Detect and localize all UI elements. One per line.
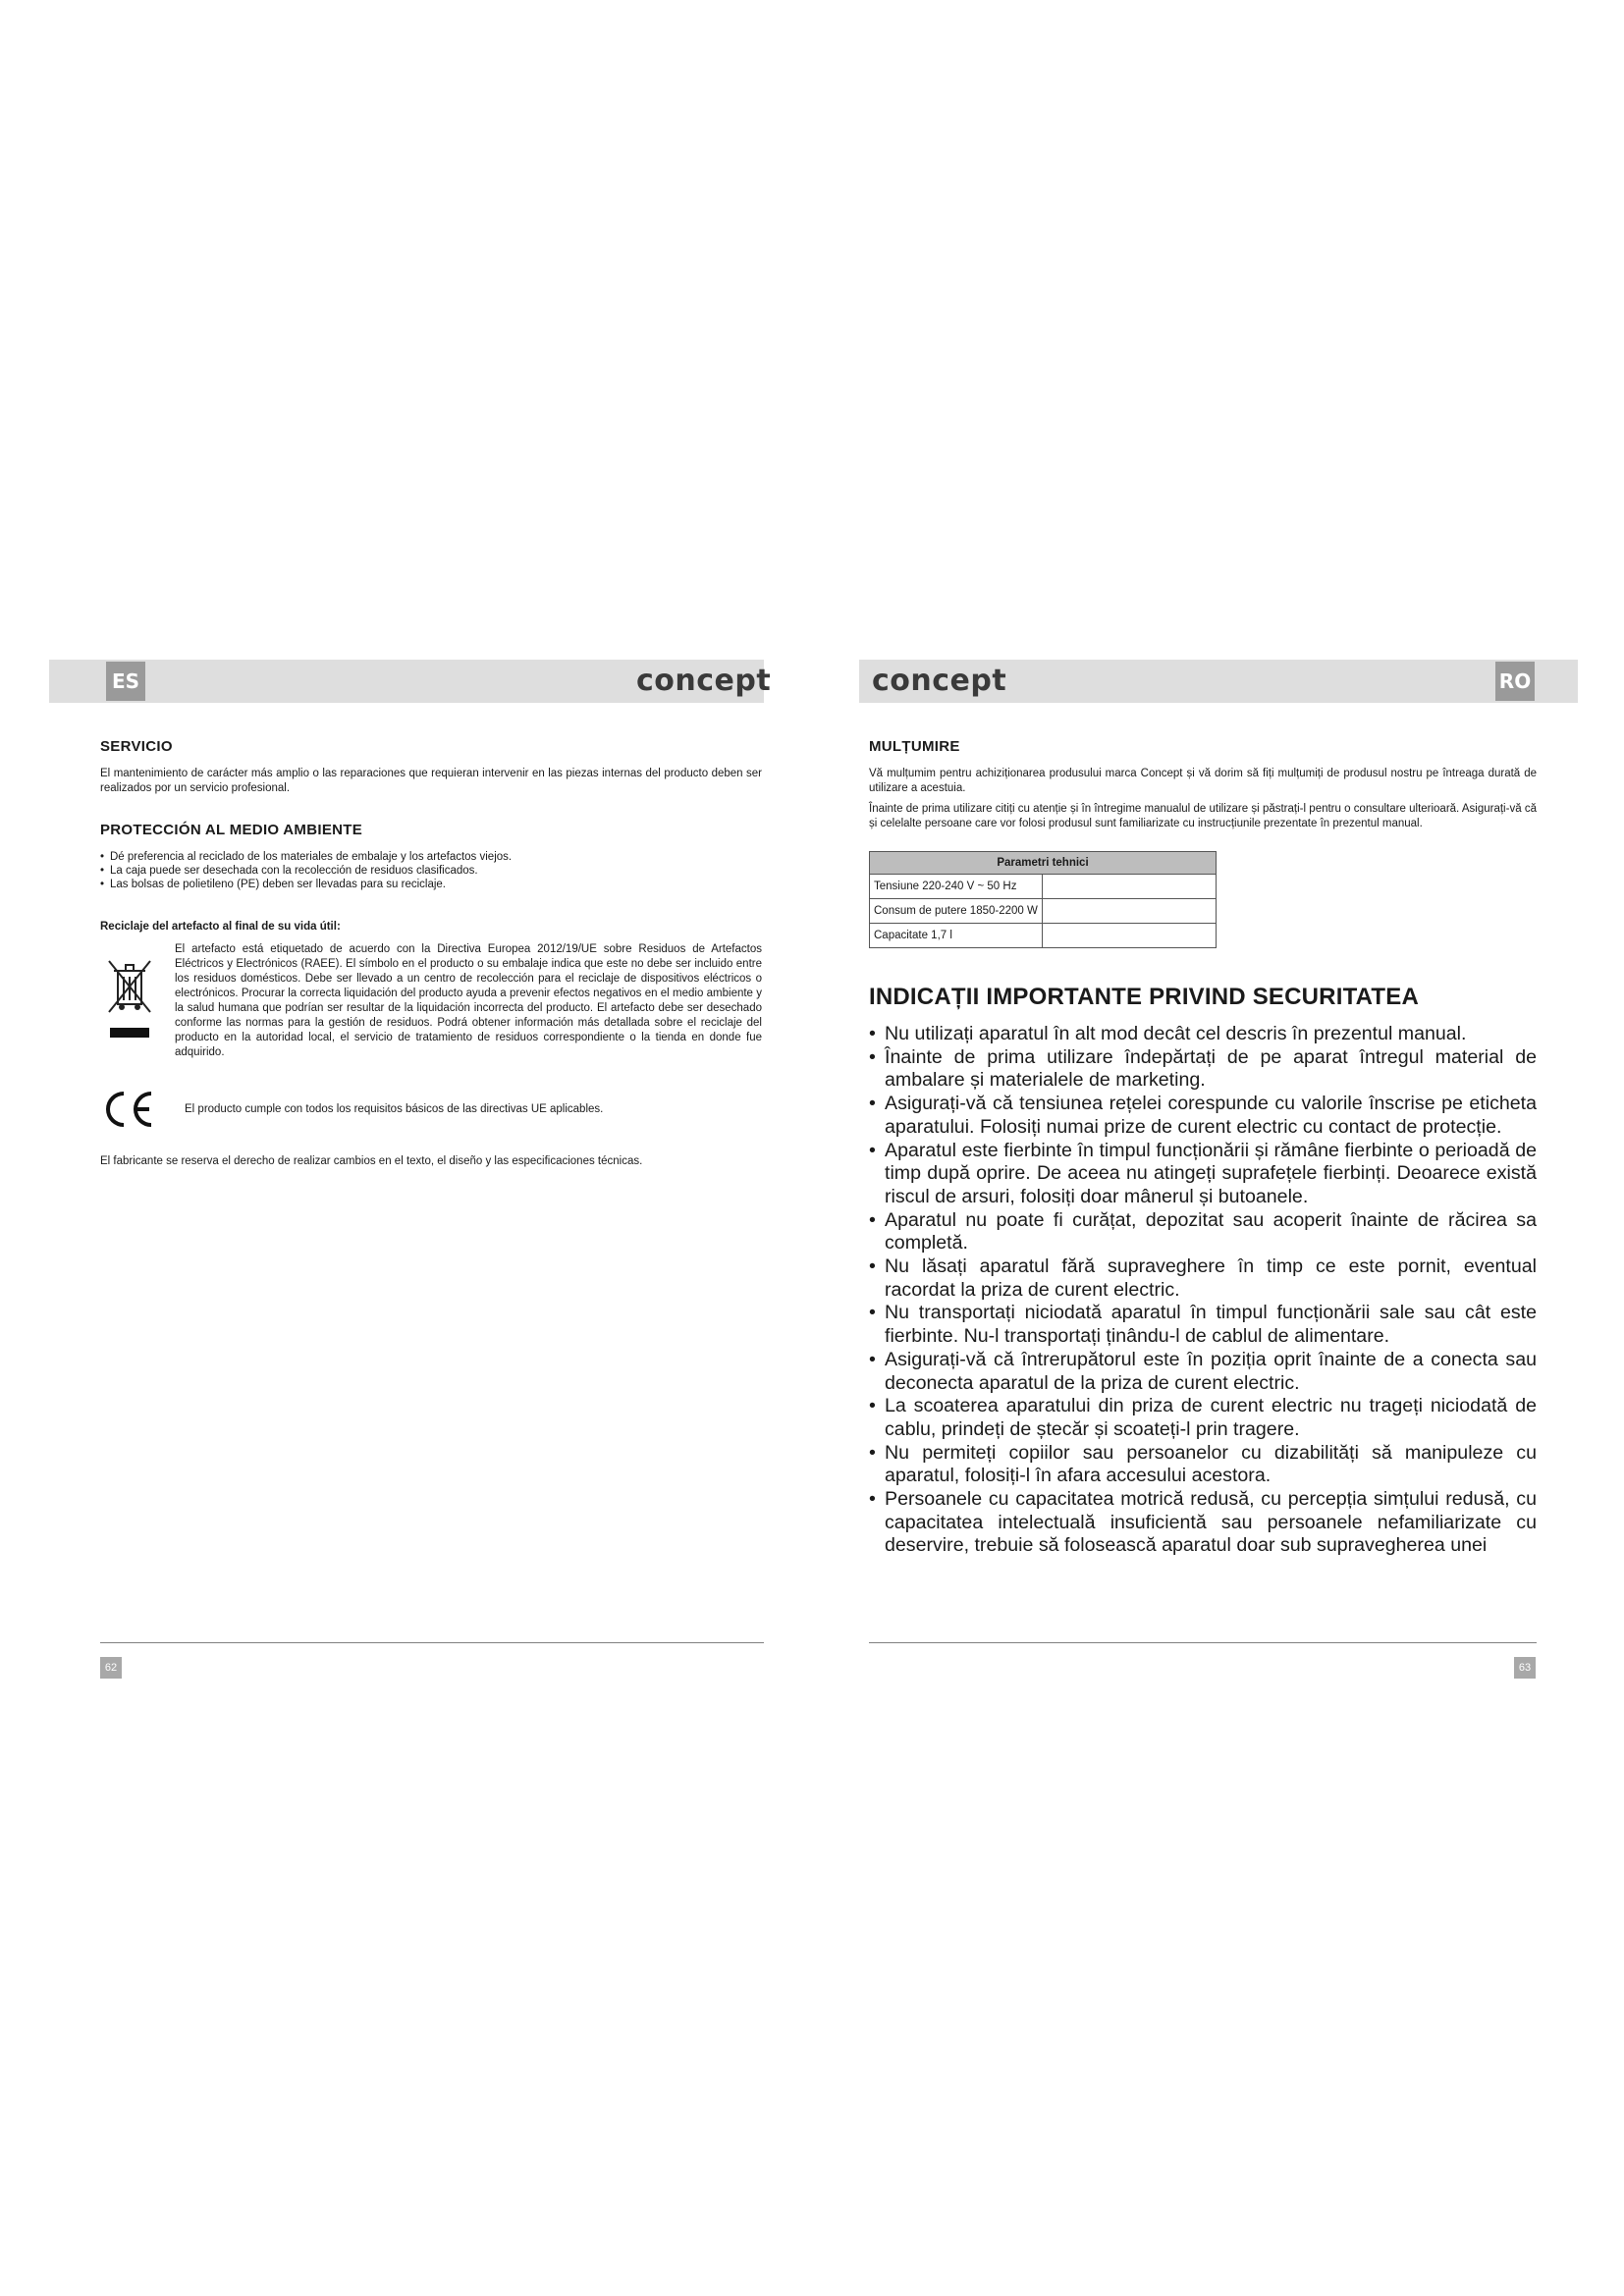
list-item: • Nu permiteți copiilor sau persoanelor cu dizabilități să manipuleze cu aparatul, folosiți-l în afara accesului acestora.: [869, 1442, 1537, 1488]
reciclaje-title: Reciclaje del artefacto al final de su vida útil:: [100, 921, 341, 933]
list-item: • Nu transportați niciodată aparatul în timpul funcționării sale sau cât este fierbinte. Nu-l transportați ținându-l de cablul de alimentare.: [869, 1302, 1537, 1348]
servicio-text: El mantenimiento de carácter más amplio o las reparaciones que requieran intervenir en las piezas internas del producto deben ser realizados por un servicio profesional.: [100, 768, 762, 794]
list-item: • Asigurați-vă că întrerupătorul este în poziția oprit înainte de a conecta sau deconecta aparatul de la priza de curent electric.: [869, 1349, 1537, 1395]
table-cell: Tensiune 220-240 V ~ 50 Hz: [870, 875, 1043, 899]
table-cell: Capacitate 1,7 l: [870, 924, 1043, 948]
table-cell-empty: [1042, 924, 1216, 948]
list-item: • La scoaterea aparatului din priza de curent electric nu trageți niciodată de cablu, prindeți de ștecăr și scoateți-l prin tragere.: [869, 1395, 1537, 1441]
brand-logo-right: concept: [872, 664, 1007, 698]
page-es: [100, 738, 762, 1175]
list-item: • Nu lăsați aparatul fără supraveghere în timp ce este pornit, eventual racordat la priza de curent electric.: [869, 1255, 1537, 1302]
list-item: • Aparatul este fierbinte în timpul funcționării și rămâne fierbinte o perioadă de timp după oprire. De aceea nu atingeți suprafețele fierbinți. Deoarece există riscul de arsuri, folosiți doar mânerul și butoanele.: [869, 1140, 1537, 1209]
safety-title: INDICAȚII IMPORTANTE PRIVIND SECURITATEA: [869, 984, 1419, 1010]
brand-logo-left: concept: [636, 664, 772, 698]
safety-list: [869, 1023, 1537, 1558]
table-cell: Consum de putere 1850-2200 W: [870, 899, 1043, 924]
footer-rule-left: [100, 1642, 764, 1643]
list-item: • Nu utilizați aparatul în alt mod decât cel descris în prezentul manual.: [869, 1023, 1537, 1046]
multumire-paragraph-2: Înainte de prima utilizare citiți cu atenție și în întregime manualul de utilizare și păstrați-l pentru o consultare ulterioară. Asigurați-vă că și celelalte persoane care vor folosi produsul sunt familiarizate cu instrucțiunile prezentate în prezentul manual.: [869, 803, 1537, 829]
page-number-right: 63: [1514, 1657, 1536, 1679]
list-item: • Dé preferencia al reciclado de los materiales de embalaje y los artefactos viejos.: [100, 850, 762, 864]
list-item: • Las bolsas de polietileno (PE) deben ser llevadas para su reciclaje.: [100, 878, 762, 891]
table-row: [870, 899, 1217, 924]
table-cell-empty: [1042, 875, 1216, 899]
list-item: • Înainte de prima utilizare îndepărtați de pe aparat întregul material de ambalare și materialele de marketing.: [869, 1046, 1537, 1093]
list-item: • Asigurați-vă că tensiunea rețelei corespunde cu valorile înscrise pe eticheta aparatului. Folosiți numai prize de curent electric cu contact de protecție.: [869, 1093, 1537, 1139]
list-item: • Aparatul nu poate fi curățat, depozitat sau acoperit înainte de răcirea sa completă.: [869, 1209, 1537, 1255]
footer-rule-right: [869, 1642, 1537, 1643]
table-cell-empty: [1042, 899, 1216, 924]
multumire-paragraph-1: Vă mulțumim pentru achiziționarea produsului marca Concept și vă dorim să fiți mulțumiți de produsul nostru pe întreaga durată de utilizare a acestuia.: [869, 768, 1537, 794]
ce-mark-icon: [100, 1088, 155, 1131]
reciclaje-text: El artefacto está etiquetado de acuerdo con la Directiva Europea 2012/19/UE sobre Residuos de Artefactos Eléctricos y Electrónicos (RAEE). El símbolo en el producto o su embalaje indica que este no debe ser incluido entre los residuos domésticos. Debe ser llevado a un centro de recolección para el reciclaje de dispositivos eléctricos o electrónicos. Procurar la correcta liquidación del producto ayuda a prevenir efectos negativos en el medio ambiente y la salud humana que podrían ser resultar de la liquidación incorrecta del producto. El artefacto debe ser desechado conforme las normas para la gestión de residuos. Podrá obtener información más detallada sobre el reciclaje del producto en la autoridad local, el servicio de tratamiento de residuos correspondiente o la tienda en donde fue adquirido.: [175, 943, 762, 1058]
crossed-bin-icon: [100, 942, 159, 1050]
ce-text: El producto cumple con todos los requisitos básicos de las directivas UE aplicables.: [185, 1102, 604, 1115]
page-number-left: 62: [100, 1657, 122, 1679]
multumire-title: MULȚUMIRE: [869, 738, 960, 755]
list-item: • La caja puede ser desechada con la recolección de residuos clasificados.: [100, 864, 762, 878]
language-badge-ro: RO: [1495, 662, 1535, 701]
weee-section: [100, 942, 762, 1066]
fabricante-text: El fabricante se reserva el derecho de realizar cambios en el texto, el diseño y las especificaciones técnicas.: [100, 1155, 643, 1167]
table-header: Parametri tehnici: [870, 852, 1217, 875]
technical-parameters-table: [869, 851, 1217, 948]
medio-ambiente-list: [100, 850, 762, 891]
servicio-title: SERVICIO: [100, 738, 173, 755]
ce-section: [100, 1088, 762, 1131]
table-row: [870, 924, 1217, 948]
list-item: • Persoanele cu capacitatea motrică redusă, cu percepția simțului redusă, cu capacitatea intelectuală insuficientă sau persoanele nefamiliarizate cu deservire, trebuie să folosească aparatul doar sub supravegherea unei: [869, 1488, 1537, 1558]
page-ro: [869, 738, 1537, 1558]
language-badge-es: ES: [106, 662, 145, 701]
table-row: [870, 875, 1217, 899]
medio-ambiente-title: PROTECCIÓN AL MEDIO AMBIENTE: [100, 822, 363, 838]
